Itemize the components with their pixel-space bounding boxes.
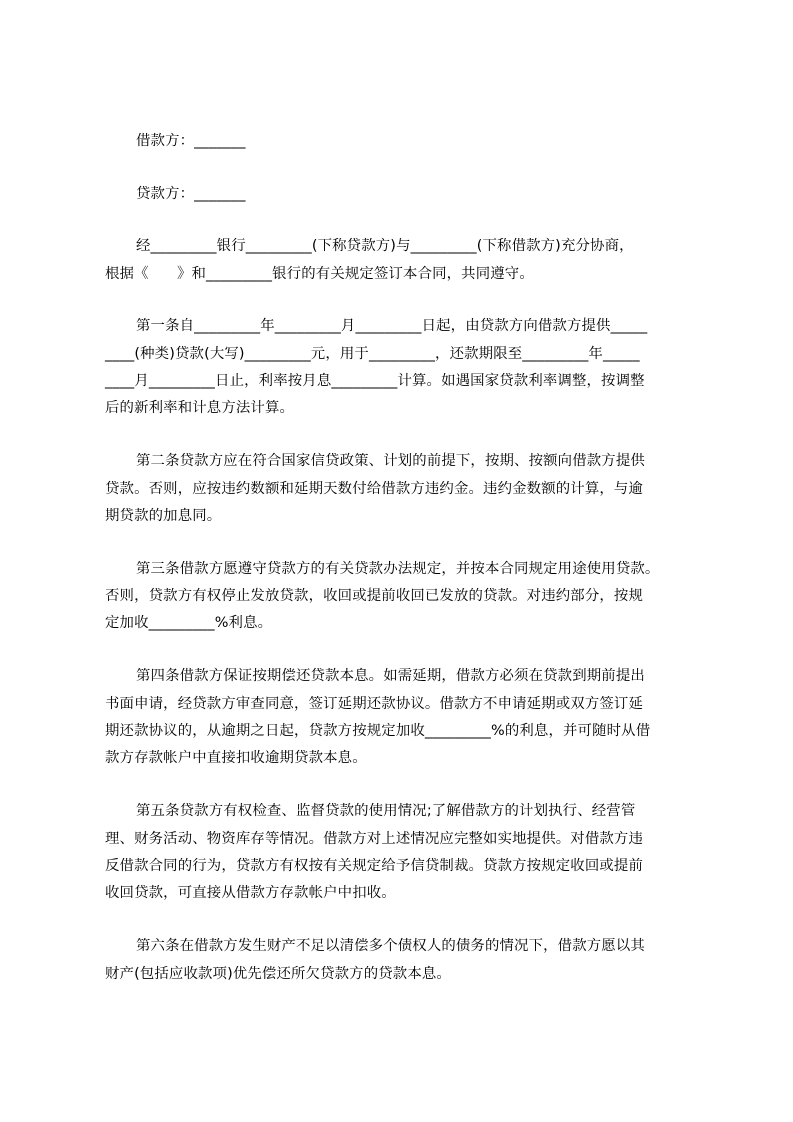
article-6-line-1: 第六条在借款方发生财产不足以清偿多个债权人的债务的情况下，借款方愿以其 [136,938,645,954]
article-3-line-3: 定加收_________%利息。 [105,615,273,631]
article-2-line-3: 期贷款的加息同。 [105,508,222,524]
preamble-line-2: 根据《 》和_________银行的有关规定签订本合同，共同遵守。 [105,266,534,282]
article-1-line-2: ____(种类)贷款(大写)_________元，用于_________，还款期限至_________年_____ [105,346,640,362]
article-2-line-1: 第二条贷款方应在符合国家信贷政策、计划的前提下，按期、按额向借款方提供 [136,453,645,469]
article-5-line-2: 理、财务活动、物资库存等情况。借款方对上述情况应完整如实地提供。对借款方违 [105,831,644,847]
article-1-line-4: 后的新利率和计息方法计算。 [105,400,295,416]
article-5-line-4: 收回贷款，可直接从借款方存款帐户中扣收。 [105,885,396,901]
article-6-line-2: 财产(包括应收款项)优先偿还所欠贷款方的贷款本息。 [105,966,451,982]
article-5-line-1: 第五条贷款方有权检查、监督贷款的使用情况;了解借款方的计划执行、经营管 [136,803,636,819]
preamble-line-1: 经_________银行_________(下称贷款方)与_________(下称借款方)充分协商， [136,238,634,254]
article-1-line-1: 第一条自_________年_________月_________日起，由贷款方向借款方提供_____ [136,318,648,334]
article-1-line-3: ____月_________日止，利率按月息_________计算。如遇国家贷款利率调整，按调整 [105,373,645,389]
article-5-line-3: 反借款合同的行为，贷款方有权按有关规定给予信贷制裁。贷款方按规定收回或提前 [105,858,644,874]
article-4-line-2: 书面申请，经贷款方审查同意，签订延期还款协议。借款方不申请延期或双方签订延 [105,696,644,712]
article-2-line-2: 贷款。否则，应按违约数额和延期天数付给借款方违约金。违约金数额的计算，与逾 [105,481,644,497]
article-4-line-4: 款方存款帐户中直接扣收逾期贷款本息。 [105,750,367,766]
article-4-line-3: 期还款协议的，从逾期之日起，贷款方按规定加收_________%的利息，并可随时从借 [105,723,651,739]
article-4-line-1: 第四条借款方保证按期偿还贷款本息。如需延期，借款方必须在贷款到期前提出 [136,668,645,684]
lender-label: 贷款方：_______ [136,186,246,202]
borrower-label: 借款方：_______ [136,133,246,149]
article-3-line-2: 否则，贷款方有权停止发放贷款，收回或提前收回已发放的贷款。对违约部分，按规 [105,588,644,604]
article-3-line-1: 第三条借款方愿遵守贷款方的有关贷款办法规定，并按本合同规定用途使用贷款。 [136,561,660,577]
